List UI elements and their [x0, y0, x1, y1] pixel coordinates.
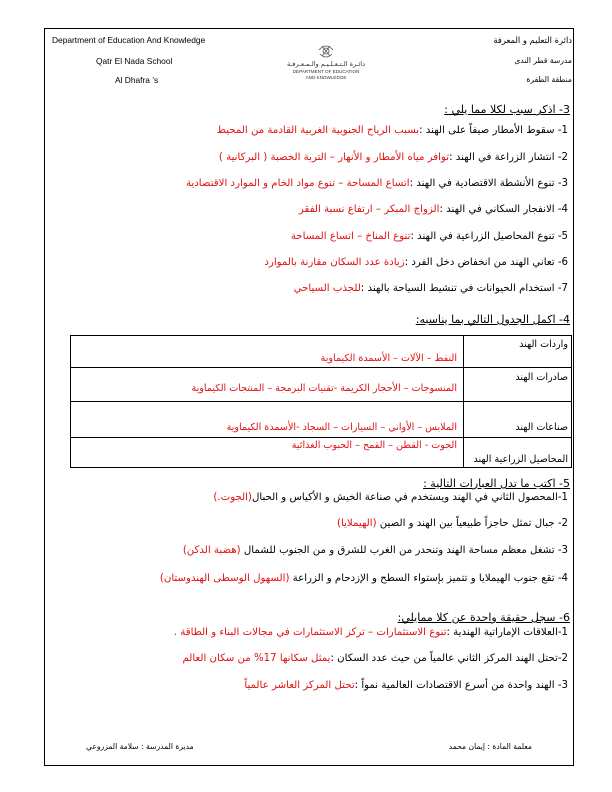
q3-item-2	[219, 152, 568, 163]
q3-item-answer: الزواج المبكر – ارتفاع نسبة الفقر	[298, 204, 440, 215]
table-row	[71, 368, 572, 402]
q6-item-question: 3- الهند واحدة من أسرع الاقتصادات العالمية نمواً :	[354, 680, 568, 691]
q3-item-question: 6- تعاني الهند من انخفاض دخل الفرد :	[404, 257, 568, 268]
q5-item-answer: (هضبة الدكن)	[182, 545, 241, 556]
q6-item-question: 2-تحتل الهند المركز الثاني عالمياً من حيث عدد السكان :	[330, 653, 568, 664]
header-ar-region: منطقة الظفرة	[526, 75, 572, 84]
q6-item-1	[174, 627, 568, 638]
logo-en-line2: AND KNOWLEDGE	[305, 75, 347, 80]
q3-item-7	[294, 283, 568, 294]
q5-item-question: 4- تقع جنوب الهيملايا و تتميز بإستواء السطح و الإزدحام و الزراعة	[289, 573, 568, 584]
table-row	[71, 402, 572, 438]
table-row-label: صادرات الهند	[464, 368, 572, 402]
q5-item-answer: (الجوت.)	[213, 492, 252, 503]
q6-item-answer: تنوع الاستثمارات – تركز الاستثمارات في مجالات البناء و الطاقة .	[173, 627, 447, 638]
q5-item-1	[213, 492, 568, 503]
header-en-school: Qatr El Nada School	[96, 56, 173, 66]
q3-item-answer: اتساع المساحة – تنوع مواد الخام و الموارد الاقتصادية	[185, 178, 410, 189]
header-en-department: Department of Education And Knowledge	[52, 35, 206, 45]
q6-item-question: 1-العلاقات الإماراتية الهندية :	[446, 627, 568, 638]
q6-item-3	[244, 680, 568, 691]
q3-item-5	[291, 231, 568, 242]
table-row-value: الملابس – الأواني – السيارات – السجاد -الأسمدة الكيماوية	[71, 402, 464, 438]
q3-item-6	[264, 257, 568, 268]
logo-arabic-text: دائـرة الـتـعـلـيـم والـمـعـرفـة	[287, 60, 365, 68]
table-row-value: النفط – الآلات – الأسمدة الكيماوية	[71, 336, 464, 368]
q3-title: 3- اذكر سبب لكلا مما يلي :	[444, 103, 570, 116]
table-row-label: واردات الهند	[464, 336, 572, 368]
q5-item-question: 2- جبال تمثل حاجزاً طبيعياً بين الهند و الصين	[376, 518, 568, 529]
q5-title: 5- اكتب ما تدل العبارات التالية :	[423, 477, 570, 490]
footer-principal: مديرة المدرسة : سلامة المزروعي	[86, 742, 194, 751]
q3-item-answer: زيادة عدد السكان مقارنة بالموارد	[264, 257, 405, 268]
q5-item-question: 3- تشغل معظم مساحة الهند وتنحدر من الغرب للشرق و من الجنوب للشمال	[240, 545, 568, 556]
table-row-value: المنسوجات – الأحجار الكريمة -تقنيات البرمجة – المنتجات الكيماوية	[71, 368, 464, 402]
logo-en-line1: DEPARTMENT OF EDUCATION	[292, 69, 360, 74]
q3-item-answer: بسبب الرياح الجنوبية الغربية القادمة من المحيط	[216, 125, 420, 136]
header-ar-department: دائرة التعليم و المعرفة	[493, 35, 572, 45]
q3-item-3	[186, 178, 568, 189]
q6-item-answer: تحتل المركز العاشر عالمياً	[244, 680, 355, 691]
q5-item-answer: (السهول الوسطى الهندوستان)	[159, 573, 290, 584]
footer-teacher: معلمة المادة : إيمان محمد	[448, 742, 532, 751]
q3-item-1	[217, 125, 568, 136]
q3-item-answer: توافر مياه الأمطار و الأنهار – التربة الخصبة ( البركانية )	[218, 152, 450, 163]
table-row	[71, 336, 572, 368]
table-row-value: الجوت - القطن – القمح – الحبوب الغذائية	[71, 438, 464, 468]
header-en-region: Al Dhafra ’s	[115, 75, 159, 85]
q6-item-answer: يمثل سكانها 17% من سكان العالم	[182, 653, 331, 664]
q3-item-answer: تنوع المناخ – اتساع المساحة	[290, 231, 411, 242]
q3-item-question: 7- استخدام الحيوانات في تنشيط السياحة بالهند :	[360, 283, 568, 294]
q3-item-question: 1- سقوط الأمطار صيفاً على الهند :	[419, 125, 568, 136]
q3-item-4	[299, 204, 568, 215]
header-ar-school: مدرسة قطر الندى	[514, 56, 572, 65]
department-logo	[286, 40, 366, 86]
q3-item-question: 5- تنوع المحاصيل الزراعية في الهند :	[410, 231, 568, 242]
table-row-label: المحاصيل الزراعية الهند	[464, 438, 572, 468]
q3-item-answer: للجذب السياحي	[293, 283, 361, 294]
q3-item-question: 3- تنوع الأنشطة الاقتصادية في الهند :	[409, 178, 568, 189]
q5-item-question: 1-المحصول الثاني في الهند ويستخدم في صناعة الخيش و الأكياس و الحبال	[251, 492, 568, 503]
q3-item-question: 2- انتشار الزراعة في الهند :	[449, 152, 568, 163]
q6-item-2	[182, 653, 568, 664]
q5-item-2	[337, 518, 568, 529]
q5-item-4	[160, 573, 568, 584]
table-row-label: صناعات الهند	[464, 402, 572, 438]
table-row	[71, 438, 572, 468]
q5-item-answer: (الهيملايا)	[337, 518, 377, 529]
q4-title: 4- اكمل الجدول التالي بما يناسبه:	[415, 313, 570, 326]
q5-item-3	[183, 545, 568, 556]
q3-item-question: 4- الانفجار السكاني في الهند :	[439, 204, 568, 215]
q4-table	[70, 335, 572, 468]
q6-title: 6- سجل حقيقة واحدة عن كلا ممايلي:	[397, 611, 570, 624]
